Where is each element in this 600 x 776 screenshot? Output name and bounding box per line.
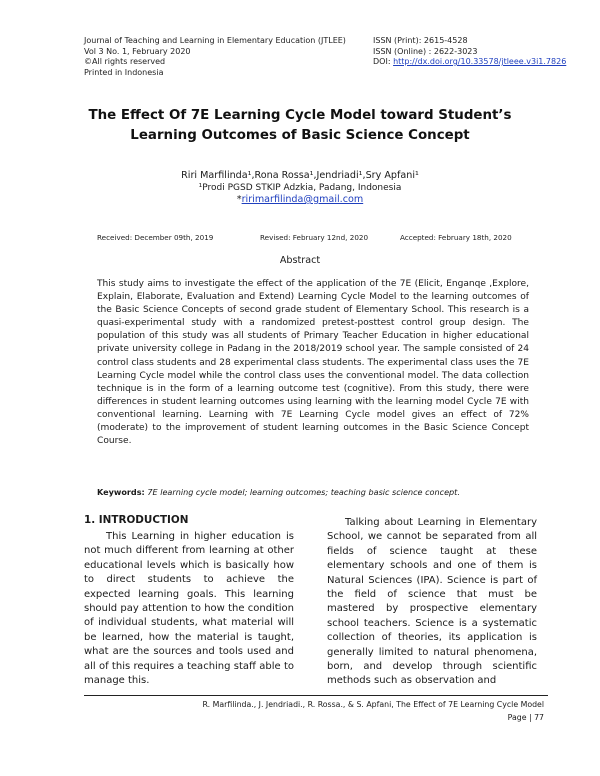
date-accepted: Accepted: February 18th, 2020	[400, 233, 512, 242]
doi-link[interactable]: http://dx.doi.org/10.33578/jtleee.v3i1.7826	[393, 57, 567, 66]
journal-name: Journal of Teaching and Learning in Elementary Education (JTLEE)	[84, 36, 346, 45]
abstract-text: This study aims to investigate the effect of the application of the 7E (Elicit, Enganqe ,Explore, Explain, Elaborate, Evaluation and Extend) Learning Cycle Model to the learning outcomes of the Basic Science Concepts of second grade student of Elementary School. This research is a quasi-experimental study with a randomized pretest-posttest control group design. The population of this study was all students of Primary Teacher Education in higher educational private university college in Padang in the 2018/2019 school year. The sample consisted of 24 control class students and 28 experimental class students. The experimental class uses the 7E Learning Cycle model while the control class uses the conventional model. The data collection technique is in the form of a learning outcome test (cognitive). From this study, there were differences in student learning outcomes using learning with the learning model Cycle 7E with conventional learning. Learning with 7E Learning Cycle model gives an effect of 72% (moderate) to the improvement of student learning outcomes in the Basic Science Concept Course.	[97, 279, 529, 447]
doi-label: DOI:	[373, 57, 394, 66]
author-names: Riri Marfilinda¹,Rona Rossa¹,Jendriadi¹,Sry Apfani¹	[181, 170, 419, 181]
doi-line	[373, 57, 573, 68]
date-received: Received: December 09th, 2019	[97, 233, 214, 242]
journal-header-left	[84, 36, 354, 78]
footer-citation: R. Marfilinda., J. Jendriadi., R. Rossa., & S. Apfani, The Effect of 7E Learning Cycle Model	[202, 700, 544, 709]
journal-rights: ©All rights reserved	[84, 57, 166, 66]
journal-header-right	[373, 36, 573, 68]
journal-volume: Vol 3 No. 1, February 2020	[84, 46, 191, 56]
journal-printed: Printed in Indonesia	[84, 67, 164, 77]
author-email-line	[60, 194, 540, 207]
section-heading-introduction: 1. INTRODUCTION	[84, 514, 189, 526]
email-marker: *	[236, 194, 242, 205]
issn-print: ISSN (Print): 2615-4528	[373, 36, 468, 45]
intro-right-column: Talking about Learning in Elementary School, we cannot be separated from all fields of science taught at these elementary schools and one of them is Natural Sciences (IPA). Science is part of the field of science that must be mastered by prospective elementary school teachers. Science is a systematic collection of theories, its application is generally limited to natural phenomena, born, and develop through scientific methods such as observation and	[327, 517, 537, 687]
keywords-label: Keywords:	[97, 487, 145, 497]
paper-title: The Effect Of 7E Learning Cycle Model toward Student’s Learning Outcomes of Basic Science Concept	[88, 108, 512, 143]
author-email-link[interactable]: ririmarfilinda@gmail.com	[241, 194, 364, 205]
page-number: Page | 77	[507, 713, 544, 722]
footer-divider	[84, 695, 548, 696]
abstract-heading: Abstract	[279, 255, 321, 266]
author-affiliation: ¹Prodi PGSD STKIP Adzkia, Padang, Indonesia	[198, 183, 402, 193]
keywords-line	[97, 487, 529, 497]
intro-left-column: This Learning in higher education is not much different from learning at other educational levels which is basically how to direct students to achieve the expected learning goals. This learning should pay attention to how the condition of individual students, what material will be learned, how the material is taught, what are the sources and tools used and all of this requires a teaching staff able to manage this.	[84, 531, 294, 687]
keywords-text: 7E learning cycle model; learning outcomes; teaching basic science concept.	[147, 487, 460, 497]
date-revised: Revised: February 12nd, 2020	[260, 233, 369, 242]
issn-online: ISSN (Online) : 2622-3023	[373, 46, 478, 56]
